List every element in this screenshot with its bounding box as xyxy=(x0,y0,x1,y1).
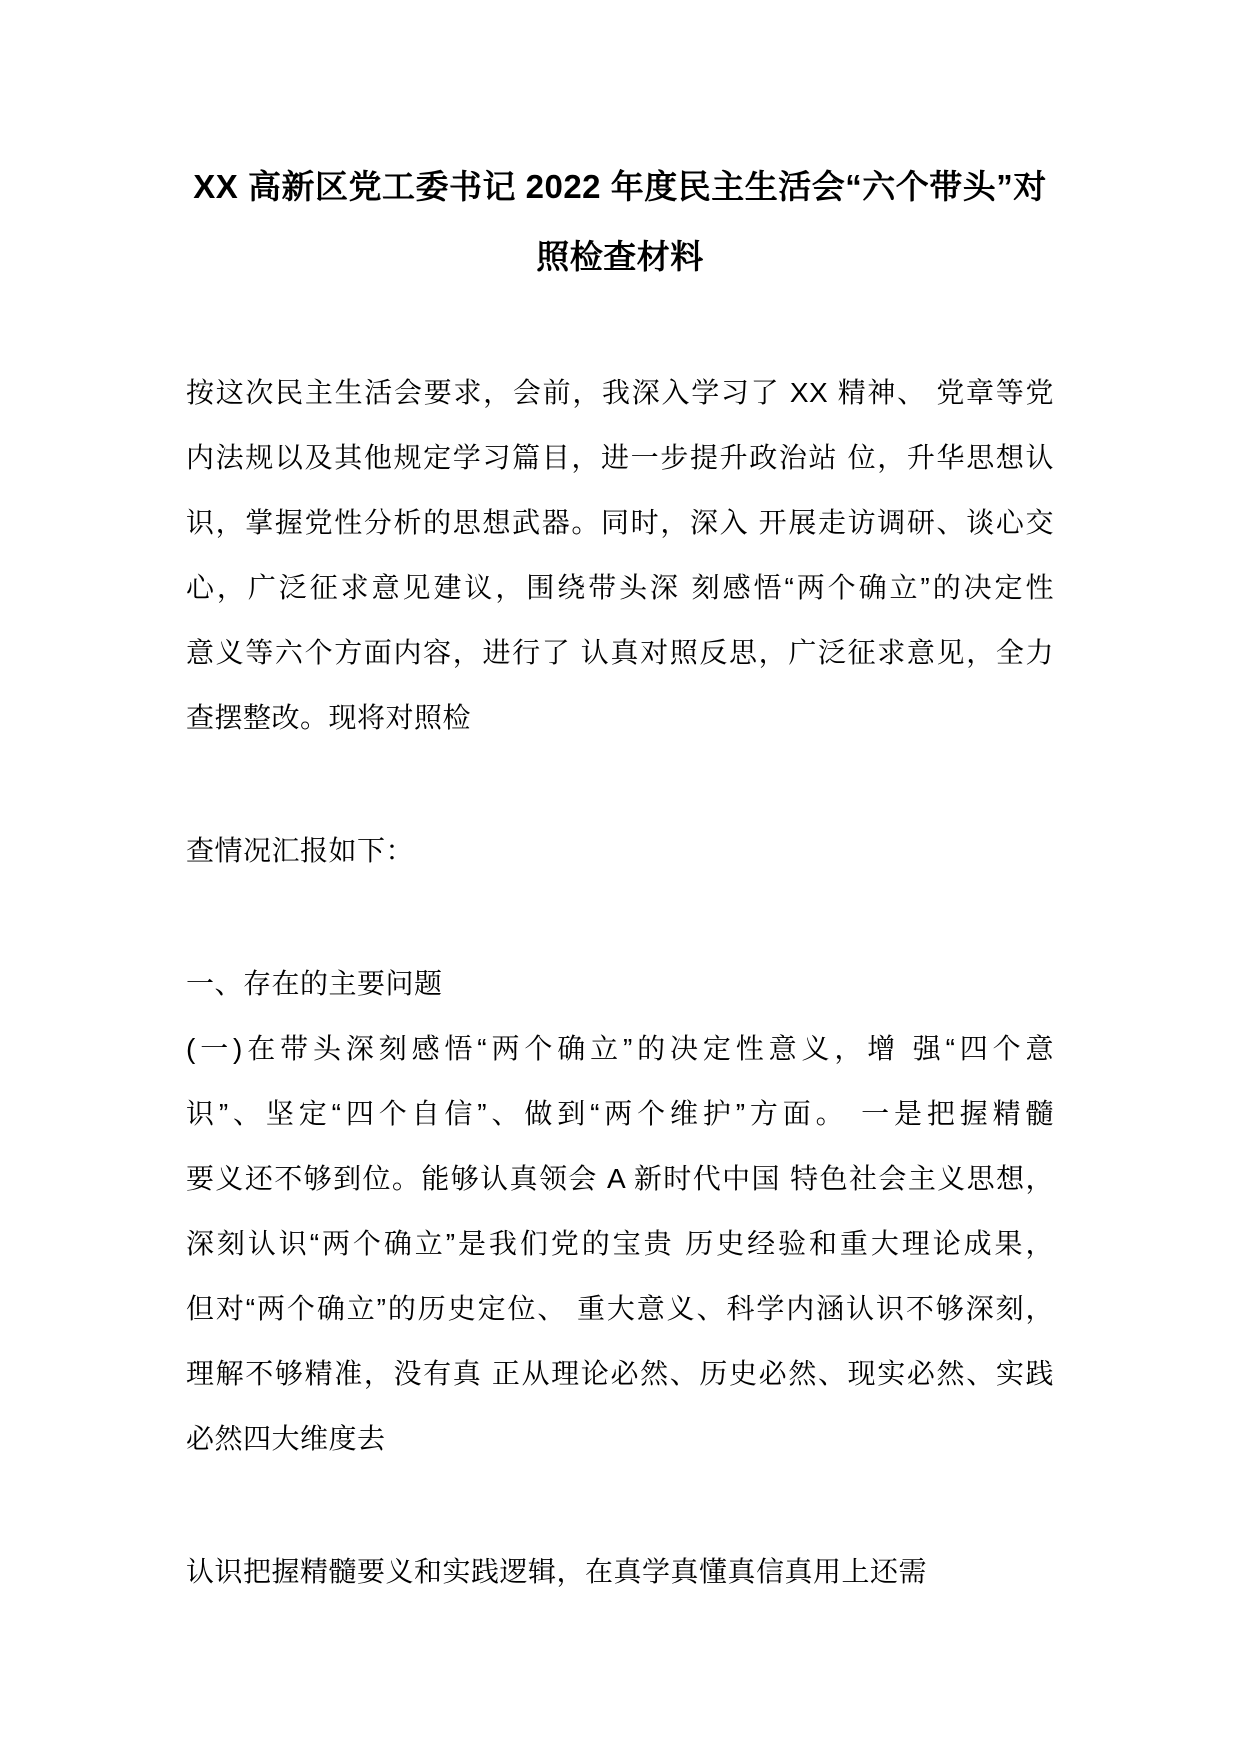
paragraph-intro xyxy=(186,360,1054,750)
text-line: 理解不够精准，没有真 正从理论必然、历史必然、现实必然、实践 xyxy=(186,1358,1054,1389)
text-line: 内法规以及其他规定学习篇目，进一步提升政治站 位，升华思想认 xyxy=(186,442,1054,473)
text-line: 深刻认识“两个确立”是我们党的宝贵 历史经验和重大理论成果， xyxy=(186,1228,1054,1259)
paragraph-report-follows xyxy=(186,818,1054,883)
text-line: (一)在带头深刻感悟“两个确立”的决定性意义，增 强“四个意 xyxy=(186,1033,1054,1064)
document-title-line-1: XX 高新区党工委书记 2022 年度民主生活会“六个带头”对 xyxy=(193,168,1047,205)
document-body xyxy=(186,360,1054,1604)
paragraph-section-1-item-1 xyxy=(186,1016,1054,1471)
text-line: 必然四大维度去 xyxy=(186,1423,386,1454)
text-line: 查摆整改。现将对照检 xyxy=(186,702,472,733)
text-line: 识”、坚定“四个自信”、做到“两个维护”方面。 一是把握精髓 xyxy=(186,1098,1054,1129)
text-line: 查情况汇报如下： xyxy=(186,835,415,866)
text-line: 识，掌握党性分析的思想武器。同时，深入 开展走访调研、谈心交 xyxy=(186,507,1054,538)
document-title-line-2: 照检查材料 xyxy=(536,238,704,275)
text-line: 一、存在的主要问题 xyxy=(186,968,443,999)
text-line: 要义还不够到位。能够认真领会 A 新时代中国 特色社会主义思想， xyxy=(186,1163,1054,1194)
text-line: 心，广泛征求意见建议，围绕带头深 刻感悟“两个确立”的决定性 xyxy=(186,572,1054,603)
text-line: 按这次民主生活会要求，会前，我深入学习了 XX 精神、 党章等党 xyxy=(186,377,1054,408)
paragraph-closing-line xyxy=(186,1539,1054,1604)
text-line: 但对“两个确立”的历史定位、 重大意义、科学内涵认识不够深刻， xyxy=(186,1293,1054,1324)
text-line: 认识把握精髓要义和实践逻辑，在真学真懂真信真用上还需 xyxy=(186,1556,928,1587)
document-title xyxy=(186,152,1054,292)
text-line: 意义等六个方面内容，进行了 认真对照反思，广泛征求意见，全力 xyxy=(186,637,1054,668)
paragraph-section-1-heading xyxy=(186,951,1054,1016)
